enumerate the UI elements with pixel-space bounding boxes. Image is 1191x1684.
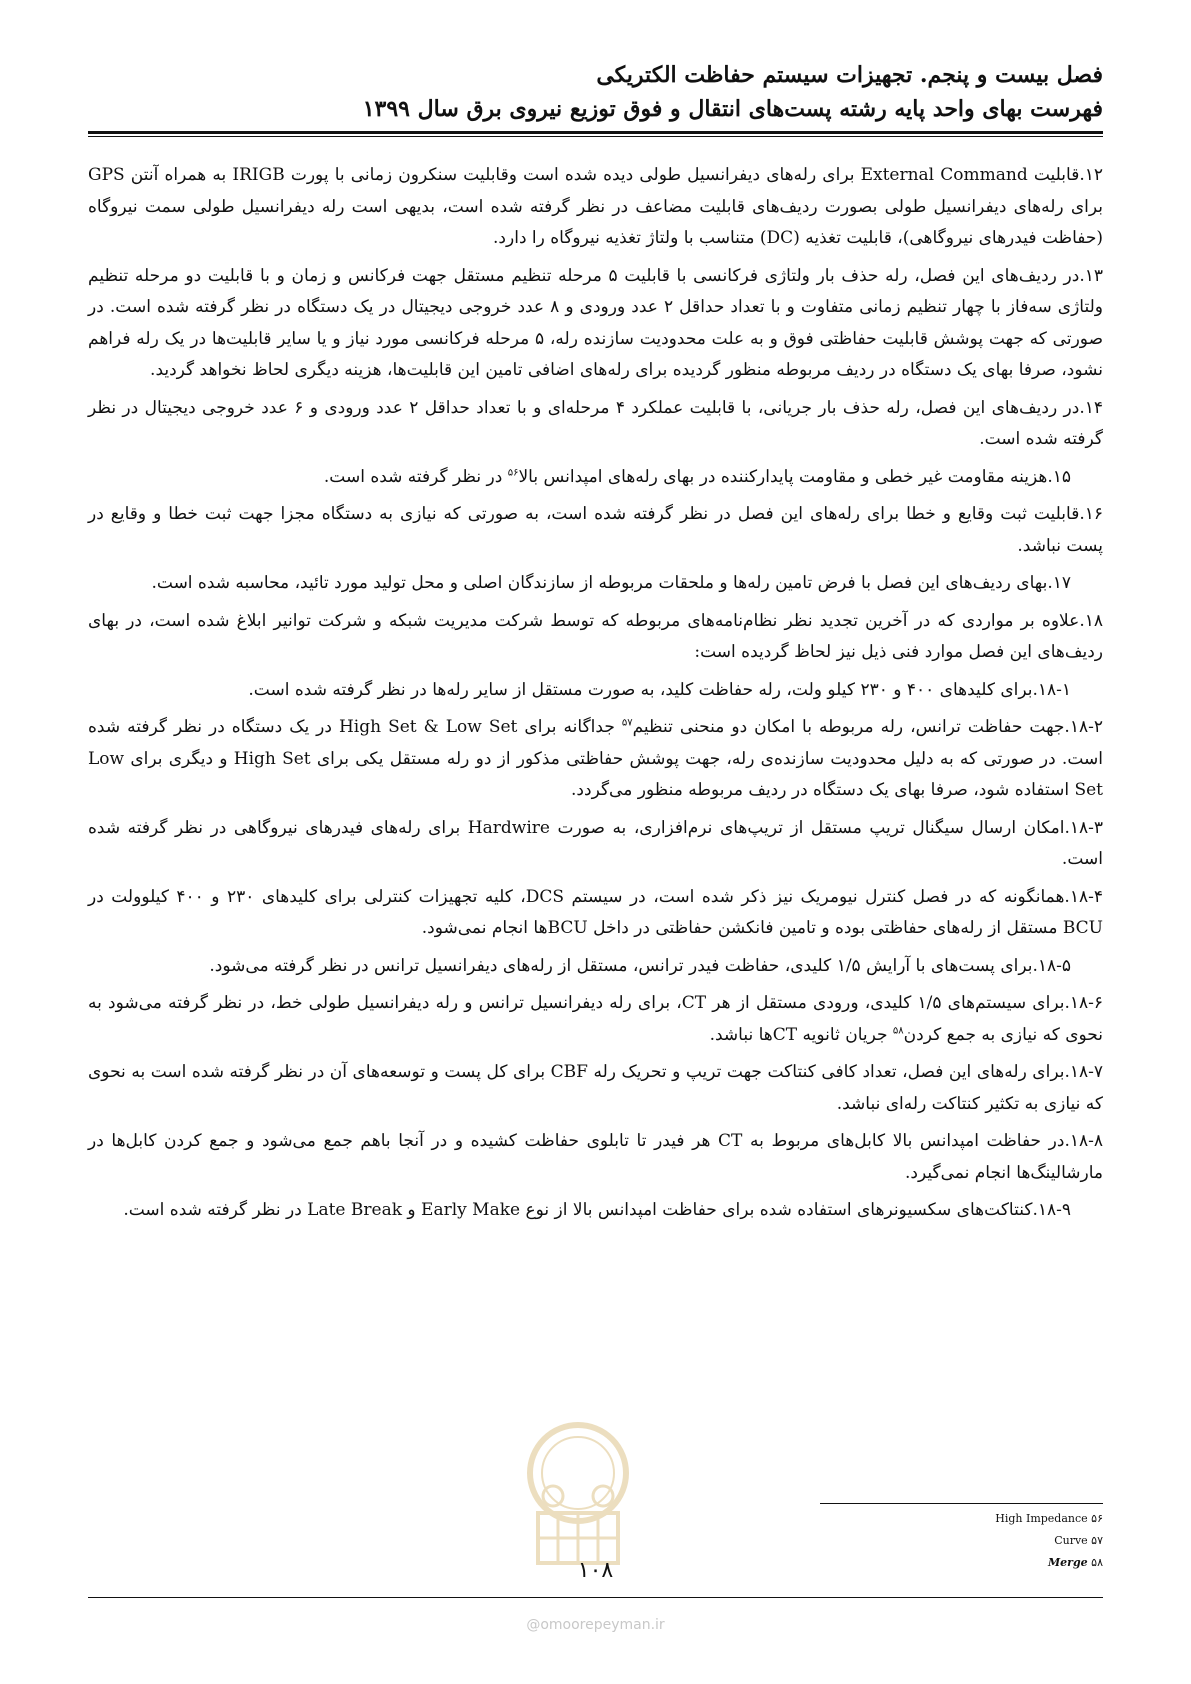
paragraph-12: ۱۲.قابلیت External Command برای رله‌های دیفرانسیل طولی دیده شده است وقابلیت سنکرون زمانی با پورت IRIGB به همراه آنتن GPS برای رله‌های دیفرانسیل طولی بصورت ردیف‌های قابلیت مضاعف در نظر گرفته شده است، بدیهی است رله دیفرانسیل طولی سمت نیروگاه (حفاظت فیدرهای نیروگاهی)، قابلیت تغذیه (DC) متناسب با ولتاژ تغذیه نیروگاه را دارد. [88, 165, 1103, 248]
paragraph-18-1: ۱۸-۱.برای کلیدهای ۴۰۰ و ۲۳۰ کیلو ولت، رله حفاظت کلید، به صورت مستقل از سایر رله‌ها در نظر گرفته شده است. [248, 679, 1071, 700]
paragraph-16: ۱۶.قابلیت ثبت وقایع و خطا برای رله‌های این فصل در نظر گرفته شده است، به صورتی که نیازی به دستگاه مجزا جهت ثبت خطا و وقایع در پست نباشد. [88, 504, 1103, 556]
paragraph-18-5: ۱۸-۵.برای پست‌های با آرایش ۱/۵ کلیدی، حفاظت فیدر ترانس، مستقل از رله‌های دیفرانسیل ترانس در نظر گرفته می‌شود. [209, 955, 1071, 976]
page-header [88, 58, 1103, 126]
footnote-ref-58: ۵۸ [892, 1024, 904, 1036]
paragraph-18-9: ۱۸-۹.کنتاکت‌های سکسیونرهای استفاده شده برای حفاظت امپدانس بالا از نوع Early Make و Late Break در نظر گرفته شده است. [123, 1200, 1071, 1220]
paragraph-18-3: ۱۸-۳.امکان ارسال سیگنال تریپ مستقل از تریپ‌های نرم‌افزاری، به صورت Hardwire برای رله‌های فیدرهای نیروگاهی در نظر گرفته شده است. [88, 817, 1104, 869]
paragraph-18: ۱۸.علاوه بر مواردی که در آخرین تجدید نظر نظام‌نامه‌های مربوطه که توسط شرکت مدیریت شبکه و شرکت توانیر ابلاغ شده است، در بهای ردیف‌های این فصل موارد فنی ذیل نیز لحاظ گردیده است: [88, 610, 1103, 662]
watermark-site: @omoorepeyman.ir [526, 1617, 665, 1633]
paragraph-17: ۱۷.بهای ردیف‌های این فصل با فرض تامین رله‌ها و ملحقات مربوطه از سازندگان اصلی و محل تولید مورد تائید، محاسبه شده است. [151, 573, 1071, 593]
paragraph-18-7: ۱۸-۷.برای رله‌های این فصل، تعداد کافی کنتاکت جهت تریپ و تحریک رله CBF برای کل پست و توسعه‌های آن در نظر گرفته شده است به نحوی که نیازی به تکثیر کنتاکت رله‌ای نباشد. [88, 1062, 1103, 1114]
header-rule-thin [88, 136, 1103, 137]
watermark-logo [508, 1418, 648, 1578]
page-number: ۱۰۸ [577, 1558, 614, 1583]
body-text [88, 160, 1103, 1233]
footnote-rule [820, 1503, 1103, 1504]
footnote-57: ۵۷ Curve [1054, 1534, 1103, 1547]
book-title: فهرست بهای واحد پایه رشته پست‌های انتقال و فوق توزیع نیروی برق سال ۱۳۹۹ [362, 96, 1103, 122]
footer-rule [88, 1597, 1103, 1598]
paragraph-18-4: ۱۸-۴.همانگونه که در فصل کنترل نیومریک نیز ذکر شده است، در سیستم DCS، کلیه تجهیزات کنترلی برای کلیدهای ۲۳۰ و ۴۰۰ کیلوولت در BCU مستقل از رله‌های حفاظتی بوده و تامین فانکشن حفاظتی در داخل BCUها انجام نمی‌شود. [88, 886, 1103, 938]
paragraph-18-2: ۱۸-۲.جهت حفاظت ترانس، رله مربوطه با امکان دو منحنی تنظیم$^{۵۷}$ جداگانه برای High Set & Low Set در یک دستگاه در نظر گرفته شده است. در صورتی که به دلیل محدودیت سازنده‌ی رله، جهت پوشش حفاظتی مذکور از دو رله مستقل یکی برای High Set و دیگری برای Low Set استفاده شود، صرفا بهای یک دستگاه در ردیف مربوطه منظور می‌گردد. [88, 717, 1103, 800]
footnote-56: ۵۶ High Impedance [995, 1512, 1103, 1525]
footnote-ref-57: ۵۷ [621, 717, 633, 729]
paragraph-13: ۱۳.در ردیف‌های این فصل، رله حذف بار ولتاژی فرکانسی با قابلیت ۵ مرحله تنظیم مستقل جهت فرکانس و زمان و با قابلیت دو مرحله تنظیم ولتاژی سه‌فاز با چهار تنظیم زمانی متفاوت و با تعداد حداقل ۲ عدد ورودی و ۸ عدد خروجی دیجیتال در یک دستگاه در نظر گرفته شده است. در صورتی که جهت پوشش قابلیت حفاظتی فوق و به علت محدودیت سازنده رله، ۵ مرحله فرکانسی مورد نیاز و یا سایر قابلیت‌ها در یک رله فراهم نشود، صرفا بهای یک دستگاه در ردیف مربوطه منظور گردیده برای رله‌های اضافی تامین این قابلیت‌ها، هزینه دیگری لحاظ نخواهد گردید. [88, 265, 1104, 380]
footnote-58: ۵۸ Merge [1048, 1556, 1103, 1569]
paragraph-18-8: ۱۸-۸.در حفاظت امپدانس بالا کابل‌های مربوط به CT هر فیدر تا تابلوی حفاظت کشیده و در آنجا باهم جمع می‌شود و جمع کردن کابل‌ها در مارشالینگ‌ها انجام نمی‌گیرد. [88, 1131, 1103, 1183]
paragraph-14: ۱۴.در ردیف‌های این فصل، رله حذف بار جریانی، با قابلیت عملکرد ۴ مرحله‌ای و با تعداد حداقل ۲ عدد ورودی و ۶ عدد خروجی دیجیتال در نظر گرفته شده است. [88, 397, 1103, 449]
header-rule-thick [88, 131, 1103, 134]
paragraph-15: ۱۵.هزینه مقاومت غیر خطی و مقاومت پایدارکننده در بهای رله‌های امپدانس بالا$^{۵۶}$ در نظر گرفته شده است. [323, 466, 1071, 487]
paragraph-18-6: ۱۸-۶.برای سیستم‌های ۱/۵ کلیدی، ورودی مستقل از هر CT، برای رله دیفرانسیل ترانس و رله دیفرانسیل طولی خط، در نظر گرفته می‌شود به نحوی که نیازی به جمع کردن$^{۵۸}$ جریان ثانویه CTها نباشد. [88, 993, 1103, 1045]
footnote-ref-56: ۵۶ [507, 466, 519, 478]
chapter-title: فصل بیست و پنجم. تجهیزات سیستم حفاظت الکتریکی [596, 62, 1103, 88]
